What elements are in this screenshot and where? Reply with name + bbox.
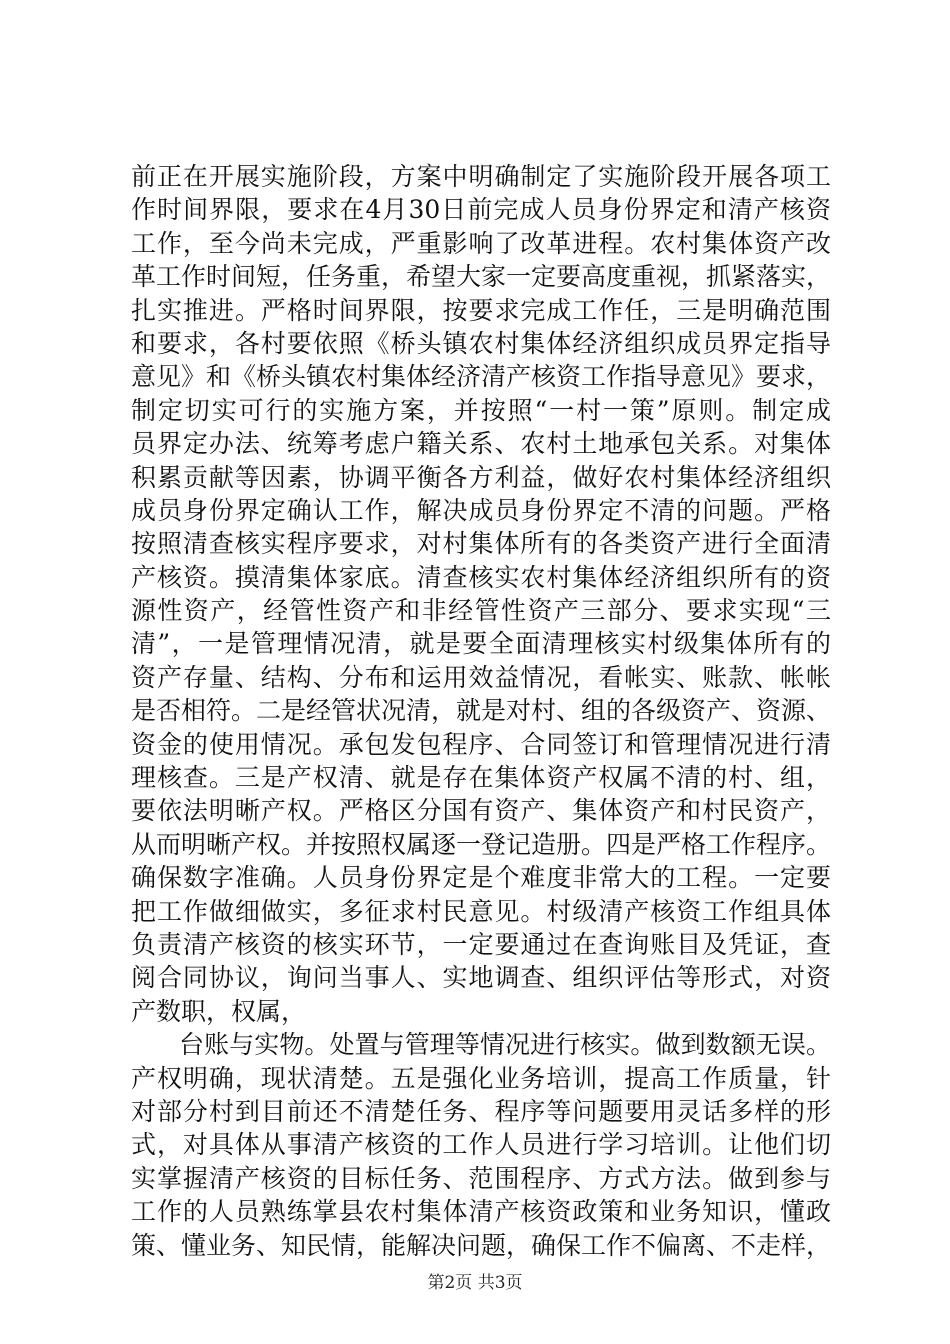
text-line: 革工作时间短，任务重，希望大家一定要高度重视，抓紧落实， [131,262,832,292]
body-text [131,160,831,1262]
text-line: 产数职，权属， [131,996,307,1026]
text-line: 扎实推进。严格时间界限，按要求完成工作任，三是明确范围 [131,295,831,325]
text-line: 阅合同协议，询问当事人、实地调查、组织评估等形式，对资 [131,963,831,993]
page-number-footer: 第2页 共3页 [427,1273,523,1293]
text-line: 积累贡献等因素，协调平衡各方利益，做好农村集体经济组织 [131,462,831,492]
paragraph-first-line: 台账与实物。处置与管理等情况进行核实。做到数额无误。 [179,1030,831,1060]
text-line: 从而明晰产权。并按照权属逐一登记造册。四是严格工作程序。 [131,829,832,859]
text-line: 工作，至今尚未完成，严重影响了改革进程。农村集体资产改 [131,228,831,258]
text-line: 式，对具体从事清产核资的工作人员进行学习培训。让他们切 [131,1130,831,1160]
text-line: 确保数字准确。人员身份界定是个难度非常大的工程。一定要 [131,863,831,893]
text-line: 负责清产核资的核实环节，一定要通过在查询账目及凭证，查 [131,929,831,959]
text-line: 理核查。三是产权清、就是存在集体资产权属不清的村、组， [131,763,831,793]
text-line: 员界定办法、统筹考虑户籍关系、农村土地承包关系。对集体 [131,429,831,459]
text-line: 对部分村到目前还不清楚任务、程序等问题要用灵话多样的形 [131,1096,831,1126]
text-line: 和要求，各村要依照《桥头镇农村集体经济组织成员界定指导 [131,328,831,358]
text-line: 是否相符。二是经管状况清，就是对村、组的各级资产、资源、 [131,696,832,726]
text-line: 清”，一是管理情况清，就是要全面清理核实村级集体所有的 [131,629,831,659]
text-line: 把工作做细做实，多征求村民意见。村级清产核资工作组具体 [131,896,831,926]
text-line: 前正在开展实施阶段，方案中明确制定了实施阶段开展各项工 [131,162,831,191]
text-line: 源性资产，经管性资产和非经管性资产三部分、要求实现“三 [131,596,831,626]
text-line: 产权明确，现状清楚。五是强化业务培训，提高工作质量，针 [131,1063,831,1093]
text-line: 意见》和《桥头镇农村集体经济清产核资工作指导意见》要求， [131,362,832,392]
text-line: 策、懂业务、知民情，能解决问题，确保工作不偏离、不走样， [131,1230,832,1260]
text-line: 实掌握清产核资的目标任务、范围程序、方式方法。做到参与 [131,1163,831,1193]
text-line: 按照清查核实程序要求，对村集体所有的各类资产进行全面清 [131,529,831,559]
text-line: 产核资。摸清集体家底。清查核实农村集体经济组织所有的资 [131,562,831,592]
text-line: 工作的人员熟练掌县农村集体清产核资政策和业务知识，懂政 [131,1197,831,1227]
text-line: 资产存量、结构、分布和运用效益情况，看帐实、账款、帐帐 [131,662,831,692]
text-line: 资金的使用情况。承包发包程序、合同签订和管理情况进行清 [131,729,831,759]
text-line: 制定切实可行的实施方案，并按照“一村一策”原则。制定成 [131,395,831,425]
text-line: 作时间界限，要求在4月30日前完成人员身份界定和清产核资 [131,195,831,225]
text-line: 成员身份界定确认工作，解决成员身份界定不清的问题。严格 [131,495,831,525]
text-line: 要依法明晰产权。严格区分国有资产、集体资产和村民资产， [131,796,831,826]
